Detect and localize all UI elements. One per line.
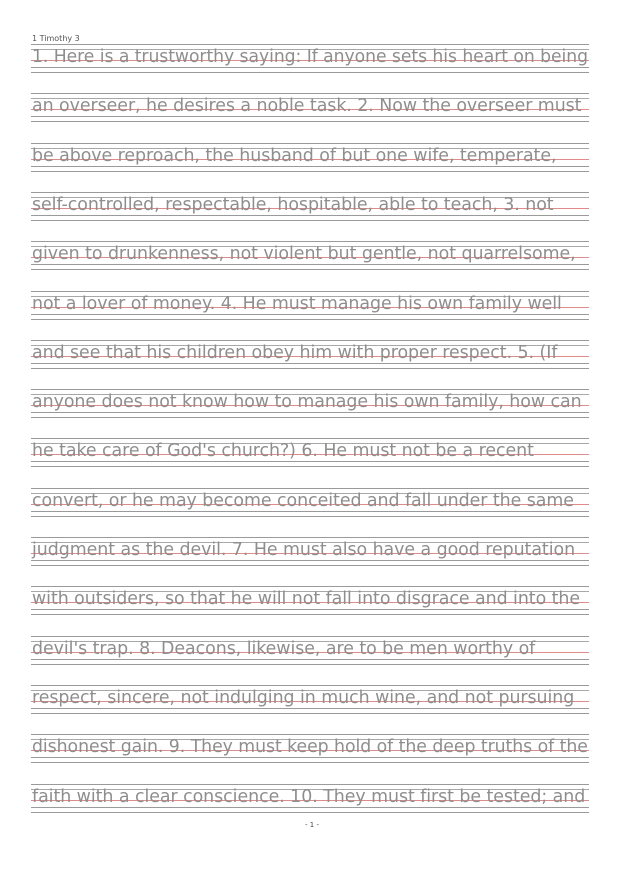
practice-row bbox=[31, 784, 589, 812]
practice-row bbox=[31, 93, 589, 121]
guide-rule bbox=[31, 143, 589, 144]
guide-rule bbox=[31, 389, 589, 390]
trace-text-line: and see that his children obey him with proper respect. 5. (If bbox=[32, 342, 558, 363]
guide-rule bbox=[31, 734, 589, 735]
guide-rule bbox=[31, 319, 589, 320]
practice-row bbox=[31, 340, 589, 368]
trace-text-line: an overseer, he desires a noble task. 2. Now the overseer must bbox=[32, 96, 582, 117]
guide-rule bbox=[31, 565, 589, 566]
guide-rule bbox=[31, 685, 589, 686]
guide-rule bbox=[31, 241, 589, 242]
guide-rule bbox=[31, 812, 589, 813]
guide-rule bbox=[31, 368, 589, 369]
trace-text-line: dishonest gain. 9. They must keep hold of the deep truths of the bbox=[32, 737, 588, 758]
practice-row bbox=[31, 143, 589, 171]
guide-rule bbox=[31, 438, 589, 439]
trace-text-line: he take care of God's church?) 6. He must not be a recent bbox=[32, 441, 534, 462]
trace-text-line: self-controlled, respectable, hospitable, able to teach, 3. not bbox=[32, 194, 554, 215]
practice-row bbox=[31, 734, 589, 762]
trace-text-line: anyone does not know how to manage his own family, how can bbox=[32, 392, 582, 413]
trace-text-line: not a lover of money. 4. He must manage his own family well bbox=[32, 293, 562, 314]
trace-text-line: 1. Here is a trustworthy saying: If anyone sets his heart on being bbox=[32, 47, 588, 67]
guide-rule bbox=[31, 93, 589, 94]
guide-rule bbox=[31, 614, 589, 615]
guide-rule bbox=[31, 340, 589, 341]
guide-rule bbox=[31, 636, 589, 637]
guide-rule bbox=[31, 121, 589, 122]
trace-text-line: given to drunkenness, not violent but gentle, not quarrelsome, bbox=[32, 244, 576, 265]
guide-rule bbox=[31, 466, 589, 467]
practice-row bbox=[31, 685, 589, 713]
guide-rule bbox=[31, 664, 589, 665]
practice-row bbox=[31, 44, 589, 72]
trace-text-line: with outsiders, so that he will not fall into disgrace and into the bbox=[32, 589, 581, 610]
guide-rule bbox=[31, 586, 589, 587]
page-header-title: 1 Timothy 3 bbox=[32, 34, 80, 43]
trace-text-line: devil's trap. 8. Deacons, likewise, are to be men worthy of bbox=[32, 638, 536, 659]
guide-rule bbox=[31, 171, 589, 172]
trace-text-line: judgment as the devil. 7. He must also have a good reputation bbox=[32, 540, 576, 560]
guide-rule bbox=[31, 488, 589, 489]
practice-row bbox=[31, 586, 589, 614]
guide-rule bbox=[31, 762, 589, 763]
practice-row bbox=[31, 636, 589, 664]
practice-row bbox=[31, 192, 589, 220]
guide-rule bbox=[31, 784, 589, 785]
guide-rule bbox=[31, 417, 589, 418]
trace-text-line: be above reproach, the husband of but one wife, temperate, bbox=[32, 145, 557, 166]
guide-rule bbox=[31, 537, 589, 538]
guide-rule bbox=[31, 291, 589, 292]
practice-row bbox=[31, 291, 589, 319]
practice-row bbox=[31, 241, 589, 269]
practice-row bbox=[31, 389, 589, 417]
guide-rule bbox=[31, 516, 589, 517]
practice-row bbox=[31, 488, 589, 516]
guide-rule bbox=[31, 192, 589, 193]
practice-row bbox=[31, 537, 589, 565]
trace-text-line: faith with a clear conscience. 10. They must first be tested; and bbox=[32, 786, 586, 807]
guide-rule bbox=[31, 220, 589, 221]
guide-rule bbox=[31, 269, 589, 270]
guide-rule bbox=[31, 72, 589, 73]
guide-rule bbox=[31, 713, 589, 714]
practice-row bbox=[31, 438, 589, 466]
trace-text-line: convert, or he may become conceited and fall under the same bbox=[32, 490, 574, 511]
trace-text-line: respect, sincere, not indulging in much wine, and not pursuing bbox=[32, 687, 575, 708]
guide-rule bbox=[31, 44, 589, 45]
page-number: - 1 - bbox=[305, 821, 319, 829]
